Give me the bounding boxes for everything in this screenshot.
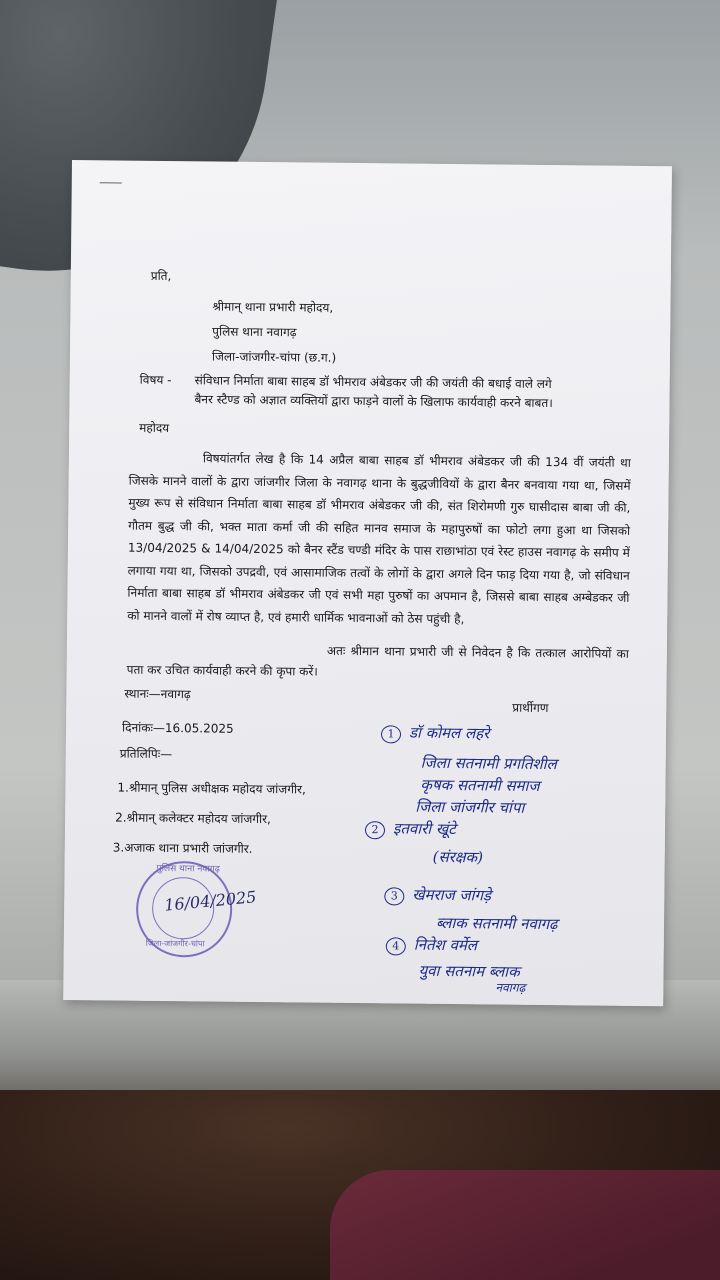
letter-closing: अतः श्रीमान थाना प्रभारी जी से निवेदन है कि तत्काल आरोपियों का पता कर उचित कार्यवाही करने की कृपा करें। <box>126 643 629 679</box>
letter-body: विषयांतर्गत लेख है कि 14 अप्रैल बाबा साहब डॉ भीमराव अंबेडकर जी की 134 वीं जयंती था जिसके मानने वालों के द्वारा जांजगीर जिला के नवागढ़ थाना के बुद्धजीवियों के द्वारा बैनर बनवाया गया था, जिसमें मुख्य रूप से संविधान निर्माता बाबा साहब डॉ भीमराव अंबेडकर जी की, संत शिरोमणी गुरु घासीदास बाबा जी की, गौतम बुद्ध जी की, भक्त माता कर्मा जी की सहित मानव समाज के महापुरुषों का फोटो लगा हुआ था जिसको 13/04/2025 & 14/04/2025 को बैनर स्टैंड चण्डी मंदिर के पास राछाभांठा एवं रेस्ट हाउस नवागढ़ के समीप में लगाया गया था, जिसको उपद्रवी, एवं आसामाजिक तत्वों के लोगों के द्वारा अगले दिन फाड़ दिया गया है, जो संविधान निर्माता बाबा साहब डॉ भीमराव अंबेडकर जी एवं सभी महा पुरुषों का अपमान है, जिससे बाबा साहब अम्बेडकर जी को मानने वालों में रोष व्याप्त है, एवं हमारी धार्मिक भावनाओं को ठेस पहुंची है, <box>127 451 631 626</box>
copy-item: 3.अजाक थाना प्रभारी जांजगीर. <box>112 840 253 856</box>
signature-3 <box>384 885 491 906</box>
copy-item: 1.श्रीमान् पुलिस अधीक्षक महोदय जांजगीर, <box>117 780 306 797</box>
signature-4-name: नितेश वर्मेल <box>413 935 478 955</box>
date: दिनांकः—16.05.2025 <box>121 720 234 736</box>
letter-document <box>63 160 672 1006</box>
red-cloth <box>330 1170 720 1280</box>
addressee-line2: पुलिस थाना नवागढ़ <box>212 324 297 340</box>
signature-1-line4: जिला जांजगीर चांपा <box>415 797 525 817</box>
subject-label: विषय - <box>139 372 172 388</box>
signature-4-place: नवागढ़ <box>495 980 526 995</box>
signature-1-line2: जिला सतनामी प्रगतिशील <box>420 753 557 774</box>
subject-line1: संविधान निर्माता बाबा साहब डॉ भीमराव अंबेडकर जी की जयंती की बधाई वाले लगे <box>194 373 552 392</box>
signature-2-role: (संरक्षक) <box>432 847 484 867</box>
sign-number-3: 3 <box>384 887 404 905</box>
signature-4 <box>386 935 477 956</box>
copy-label: प्रतिलिपिः— <box>119 746 173 762</box>
subject-line2: बैनर स्टैण्ड को अज्ञात व्यक्तियों द्वारा फाड़ने वालों के खिलाफ कार्यवाही करने बाबत। <box>194 392 553 411</box>
signature-3-name: खेमराज जांगड़े <box>412 885 492 905</box>
signature-1-name: डॉ कोमल लहरे <box>408 723 490 743</box>
stamp-handwritten-date: 16/04/2025 <box>163 887 258 915</box>
copy-item: 2.श्रीमान् कलेक्टर महोदय जांजगीर, <box>115 810 271 827</box>
signature-1-line3: कृषक सतनामी समाज <box>420 775 540 795</box>
to-label: प्रति, <box>150 268 172 284</box>
signature-2-name: इतवारी खूंटे <box>392 819 456 839</box>
letter-paper <box>63 160 672 1006</box>
place: स्थानः—नवागढ़ <box>124 686 191 702</box>
stamp-bottom-text: जिला-जांजगीर-चांपा <box>145 938 205 949</box>
sign-number-2: 2 <box>365 821 385 839</box>
signature-3-role: ब्लाक सतनामी नवागढ़ <box>435 913 558 934</box>
stamp-top-text: पुलिस थाना नवागढ़ <box>156 863 220 875</box>
sign-number-1: 1 <box>381 725 401 743</box>
applicants-label: प्रार्थीगण <box>512 700 549 716</box>
signature-2 <box>365 819 456 840</box>
sign-number-4: 4 <box>386 937 406 955</box>
signature-1 <box>381 723 489 744</box>
addressee-line1: श्रीमान् थाना प्रभारी महोदय, <box>212 299 334 315</box>
salutation: महोदय <box>139 420 170 436</box>
addressee-line3: जिला-जांजगीर-चांपा (छ.ग.) <box>211 349 337 365</box>
signature-4-role: युवा सतनाम ब्लाक <box>418 961 520 981</box>
